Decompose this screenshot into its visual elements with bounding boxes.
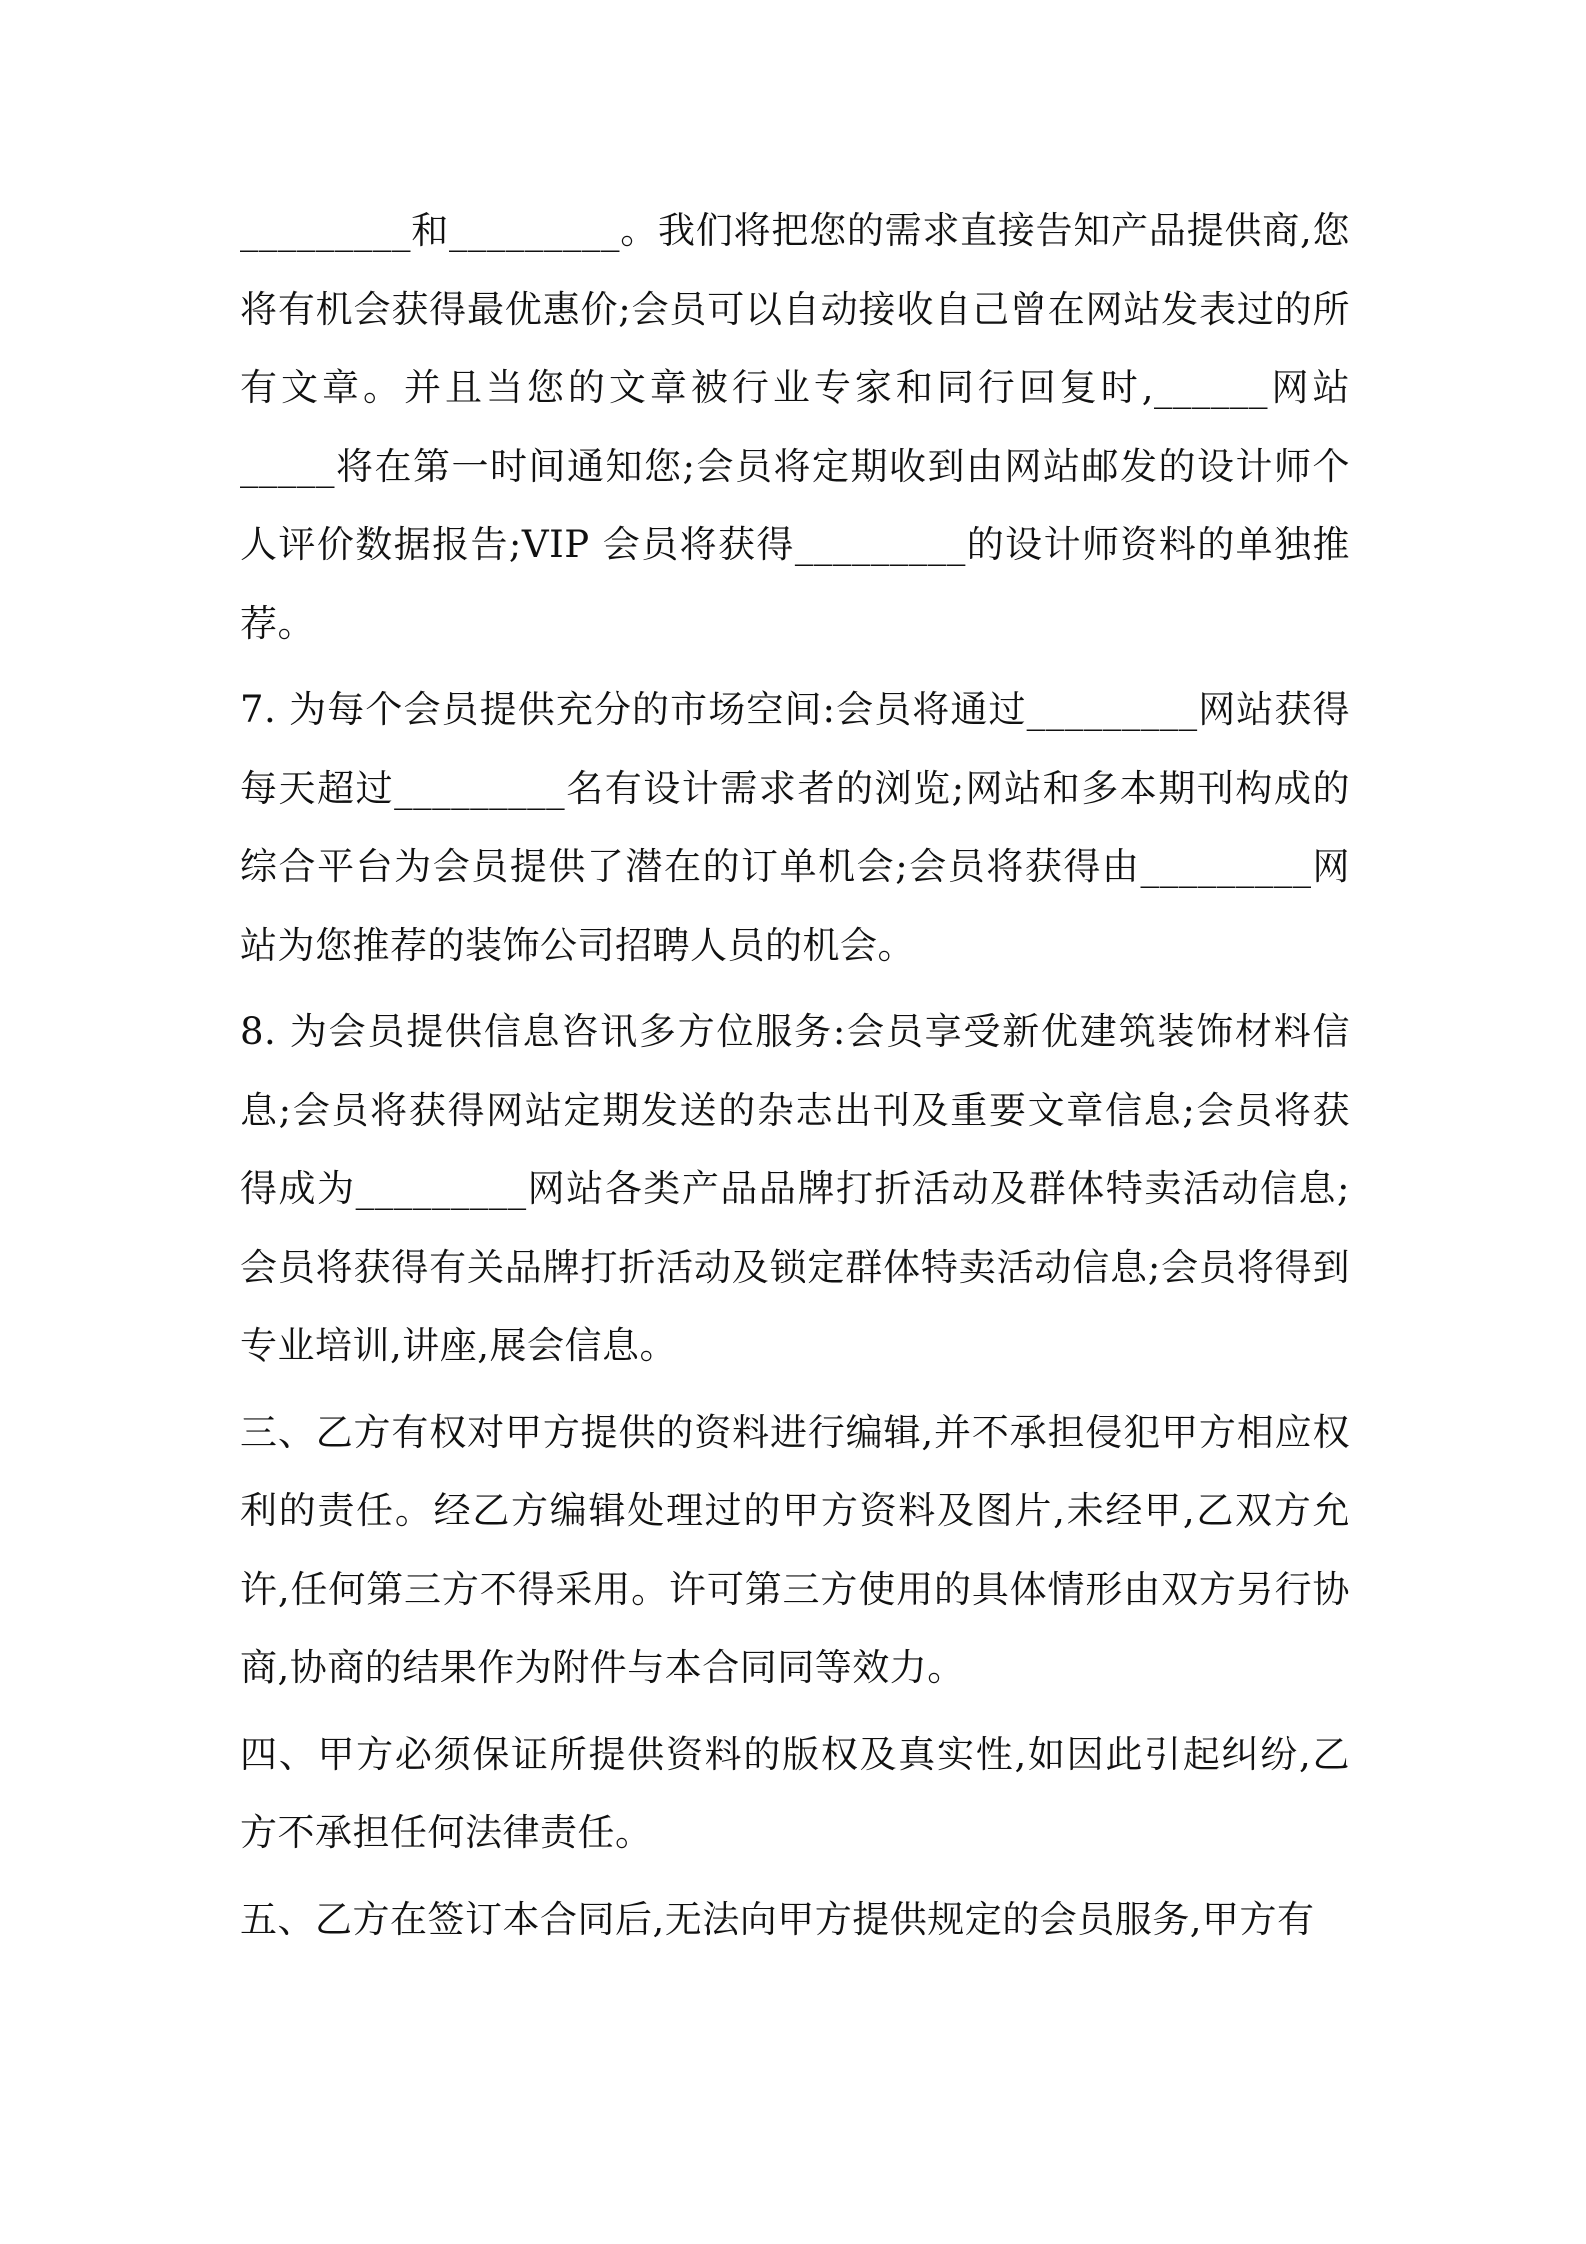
paragraph-item-8-information-services: 8. 为会员提供信息咨讯多方位服务:会员享受新优建筑装饰材料信息;会员将获得网站定期发送的杂志出刊及重要文章信息;会员将获得成为_________网站各类产品品牌打折活动及群体特卖活动信息;会员将获得有关品牌打折活动及锁定群体特卖活动信息;会员将得到专业培训,讲座,展会信息。: [240, 1010, 1350, 1367]
paragraph-member-benefits-continued: _________和_________。我们将把您的需求直接告知产品提供商,您将有机会获得最优惠价;会员可以自动接收自己曾在网站发表过的所有文章。并且当您的文章被行业专家和同行回复时,______网站_____将在第一时间通知您;会员将定期收到由网站邮发的设计师个人评价数据报告;VIP 会员将获得_________的设计师资料的单独推荐。: [240, 209, 1350, 645]
paragraph-clause-3-editing-rights: 三、乙方有权对甲方提供的资料进行编辑,并不承担侵犯甲方相应权利的责任。经乙方编辑处理过的甲方资料及图片,未经甲,乙双方允许,任何第三方不得采用。许可第三方使用的具体情形由双方另行协商,协商的结果作为附件与本合同同等效力。: [240, 1410, 1350, 1689]
document-body: [240, 192, 1350, 1959]
paragraph-item-7-market-space: 7. 为每个会员提供充分的市场空间:会员将通过_________网站获得每天超过_________名有设计需求者的浏览;网站和多本期刊构成的综合平台为会员提供了潜在的订单机会;会员将获得由_________网站为您推荐的装饰公司招聘人员的机会。: [240, 688, 1350, 967]
paragraph-clause-4-copyright: 四、甲方必须保证所提供资料的版权及真实性,如因此引起纠纷,乙方不承担任何法律责任。: [240, 1732, 1350, 1854]
paragraph-clause-5-service-failure: 五、乙方在签订本合同后,无法向甲方提供规定的会员服务,甲方有: [240, 1897, 1315, 1941]
